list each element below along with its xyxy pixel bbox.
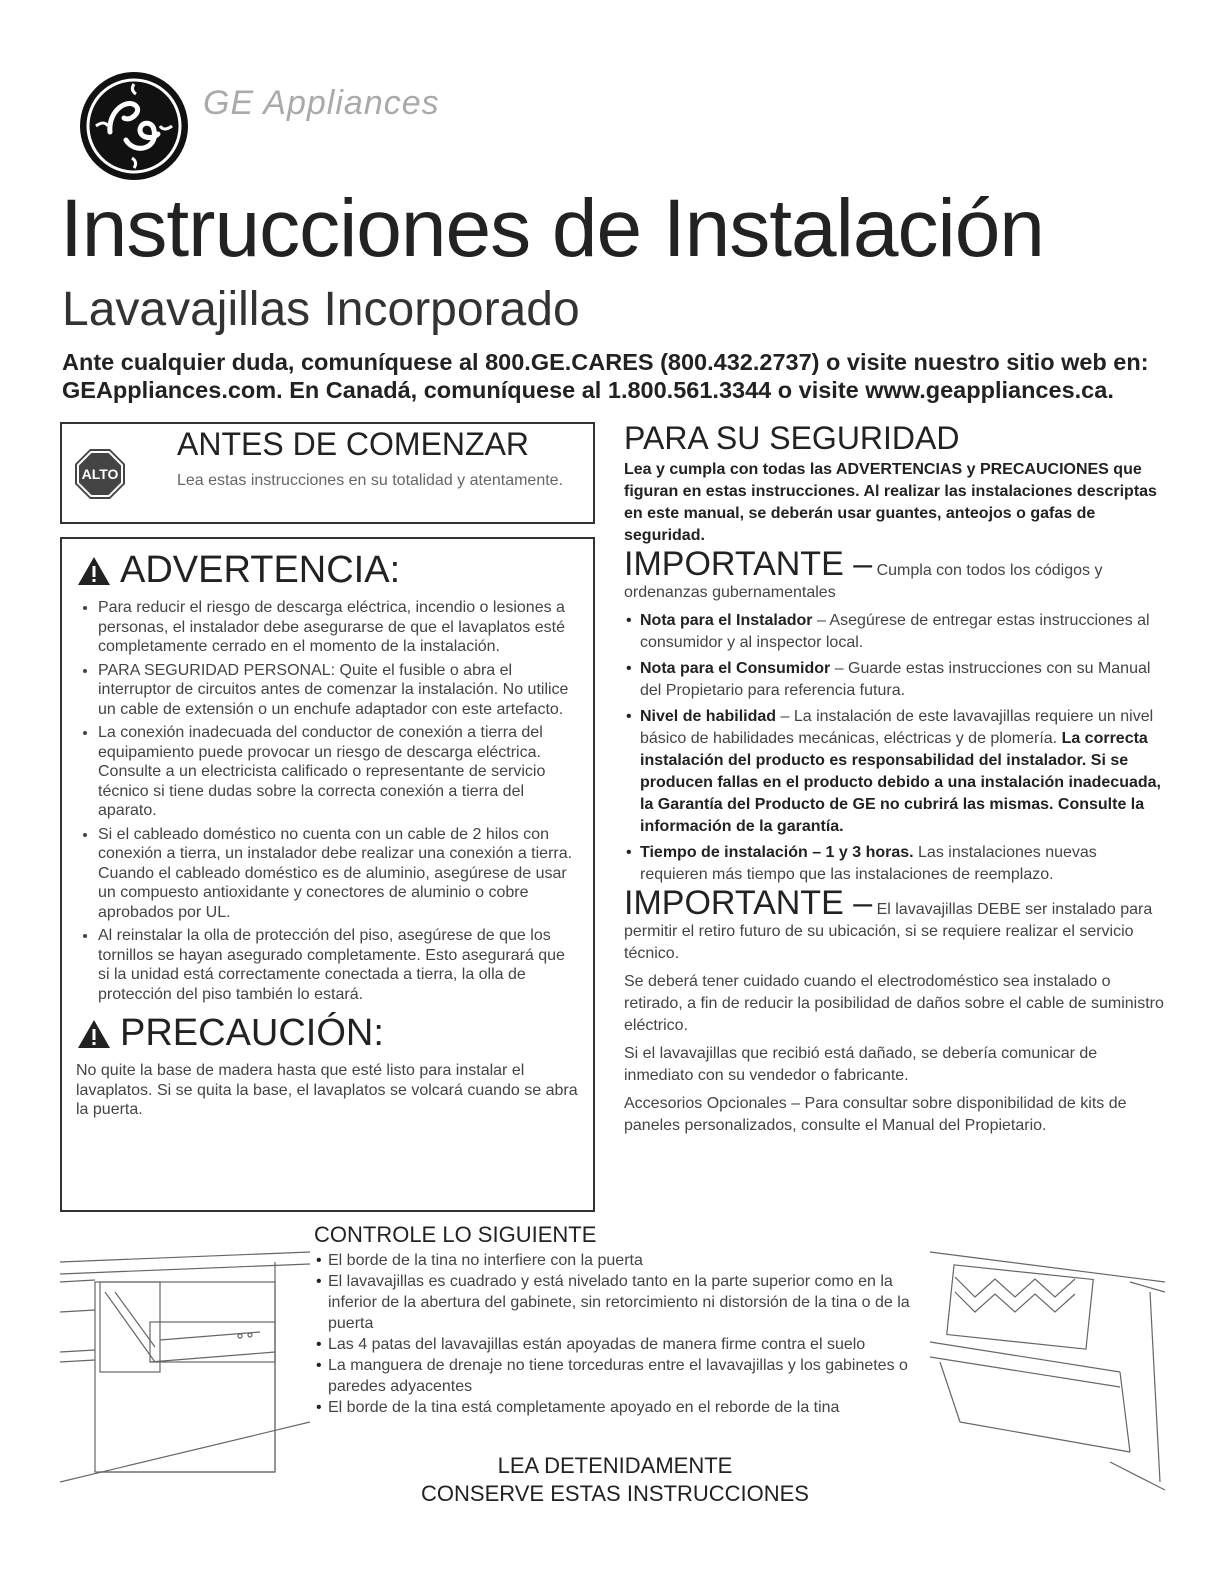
- dishwasher-closed-illustration: [60, 1222, 310, 1492]
- contact-info: Ante cualquier duda, comuníquese al 800.GE.CARES (800.432.2737) o visite nuestro sitio web en: GEAppliances.com. En Canadá, comuníquese al 1.800.561.3344 o visite www.geappliances.ca.: [62, 349, 1149, 403]
- caution-triangle-icon: [76, 1018, 112, 1050]
- importante-1-label: IMPORTANTE –: [624, 545, 873, 583]
- antes-box: [60, 422, 595, 524]
- list-item: • Las 4 patas del lavavajillas están apoyadas de manera firme contra el suelo: [328, 1334, 924, 1355]
- importante-2: [624, 884, 1164, 965]
- stop-sign-icon: [74, 448, 126, 500]
- list-item: • El lavavajillas es cuadrado y está nivelado tanto en la parte superior como en la inferior de la abertura del gabinete, sin retorcimiento ni distorsión de la tina o de la puerta: [328, 1271, 924, 1334]
- footer: [310, 1452, 920, 1508]
- controle-title: CONTROLE LO SIGUIENTE: [314, 1222, 597, 1247]
- importante-2-text: El lavavajillas DEBE ser instalado para permitir el retiro futuro de su ubicación, si se requiere realizar el servicio técnico.: [624, 901, 1153, 962]
- right-column: [624, 420, 1164, 1143]
- paragraph: Si el lavavajillas que recibió está dañado, se debería comunicar de inmediato con su vendedor o fabricante.: [624, 1045, 1098, 1084]
- stop-sign-label: ALTO: [81, 466, 119, 482]
- page-title: Instrucciones de Instalación: [60, 183, 1044, 274]
- list-item: • Nota para el Instalador – Asegúrese de entregar estas instrucciones al consumidor y al inspector local.: [640, 610, 1164, 654]
- list-item: • El borde de la tina no interfiere con la puerta: [328, 1250, 924, 1271]
- list-item: • La conexión inadecuada del conductor de conexión a tierra del equipamiento puede provocar un riesgo de descarga eléctrica. Consulte a un electricista calificado o representante de servicio técnico si tiene dudas sobre la correcta conexión a tierra del aparato.: [98, 723, 579, 821]
- footer-line-2: CONSERVE ESTAS INSTRUCCIONES: [421, 1481, 809, 1506]
- advertencia-header: [76, 549, 579, 592]
- seguridad-title: PARA SU SEGURIDAD: [624, 420, 960, 456]
- dishwasher-open-illustration: [930, 1222, 1165, 1492]
- list-item: • PARA SEGURIDAD PERSONAL: Quite el fusible o abra el interruptor de circuitos antes de comenzar la instalación. No utilice un cable de extensión o un enchufe adaptador con este artefacto.: [98, 661, 579, 720]
- precaucion-header: [76, 1012, 579, 1055]
- paragraph: Accesorios Opcionales – Para consultar sobre disponibilidad de kits de paneles personalizados, consulte el Manual del Propietario.: [624, 1095, 1127, 1134]
- antes-text: Lea estas instrucciones en su totalidad y atentamente.: [177, 472, 564, 489]
- controle-list: [314, 1250, 924, 1418]
- ge-logo-icon: [78, 70, 190, 182]
- importante-1-list: [624, 610, 1164, 886]
- list-item: • Tiempo de instalación – 1 y 3 horas. Las instalaciones nuevas requieren más tiempo que las instalaciones de reemplazo.: [640, 842, 1164, 886]
- brand-name: GE Appliances: [203, 84, 440, 122]
- warning-box: [60, 537, 595, 1212]
- list-item: • Al reinstalar la olla de protección del piso, asegúrese de que los tornillos se hayan asegurado completamente. Esto asegurará que si la unidad está correctamente conectada a tierra, la olla de protección del piso también lo estará.: [98, 926, 579, 1004]
- list-item: • El borde de la tina está completamente apoyado en el reborde de la tina: [328, 1397, 924, 1418]
- importante-2-label: IMPORTANTE –: [624, 884, 873, 922]
- importante-1-text: Cumpla con todos los códigos y ordenanzas gubernamentales: [624, 562, 1103, 601]
- list-item: • La manguera de drenaje no tiene torceduras entre el lavavajillas y los gabinetes o paredes adyacentes: [328, 1355, 924, 1397]
- antes-title: ANTES DE COMENZAR: [177, 426, 530, 462]
- list-item: • Si el cableado doméstico no cuenta con un cable de 2 hilos con conexión a tierra, un instalador debe realizar una conexión a tierra. Cuando el cableado doméstico es de aluminio, asegúrese de usar un compuesto antioxidante y conectores de aluminio o cobre aprobados por UL.: [98, 825, 579, 923]
- list-item: • Nivel de habilidad – La instalación de este lavavajillas requiere un nivel básico de habilidades mecánicas, eléctricas y de plomería. La correcta instalación del producto es responsabilidad del instalador. Si se producen fallas en el producto debido a una instalación inadecuada, la Garantía del Producto de GE no cubrirá las mismas. Consulte la información de la garantía.: [640, 706, 1164, 838]
- list-item: • Nota para el Consumidor – Guarde estas instrucciones con su Manual del Propietario para referencia futura.: [640, 658, 1164, 702]
- page-subtitle: Lavavajillas Incorporado: [62, 283, 580, 336]
- list-item: • Para reducir el riesgo de descarga eléctrica, incendio o lesiones a personas, el instalador debe asegurarse de que el lavaplatos esté completamente cerrado en el momento de la instalación.: [98, 598, 579, 657]
- importante-1: [624, 545, 1164, 604]
- seguridad-text: Lea y cumpla con todas las ADVERTENCIAS y PRECAUCIONES que figuran en estas instrucciones. Al realizar las instalaciones descriptas en este manual, se deberán usar guantes, anteojos o gafas de seguridad.: [624, 461, 1157, 544]
- paragraph: Se deberá tener cuidado cuando el electrodoméstico sea instalado o retirado, a fin de reducir la posibilidad de daños sobre el cable de suministro eléctrico.: [624, 973, 1164, 1034]
- footer-line-1: LEA DETENIDAMENTE: [497, 1453, 733, 1478]
- advertencia-title: ADVERTENCIA:: [120, 549, 401, 591]
- warning-triangle-icon: [76, 555, 112, 587]
- precaucion-title: PRECAUCIÓN:: [120, 1012, 384, 1054]
- advertencia-list: [76, 598, 579, 1004]
- check-section: [314, 1222, 924, 1418]
- precaucion-text: No quite la base de madera hasta que esté listo para instalar el lavaplatos. Si se quita la base, el lavaplatos se volcará cuando se abra la puerta.: [76, 1062, 578, 1118]
